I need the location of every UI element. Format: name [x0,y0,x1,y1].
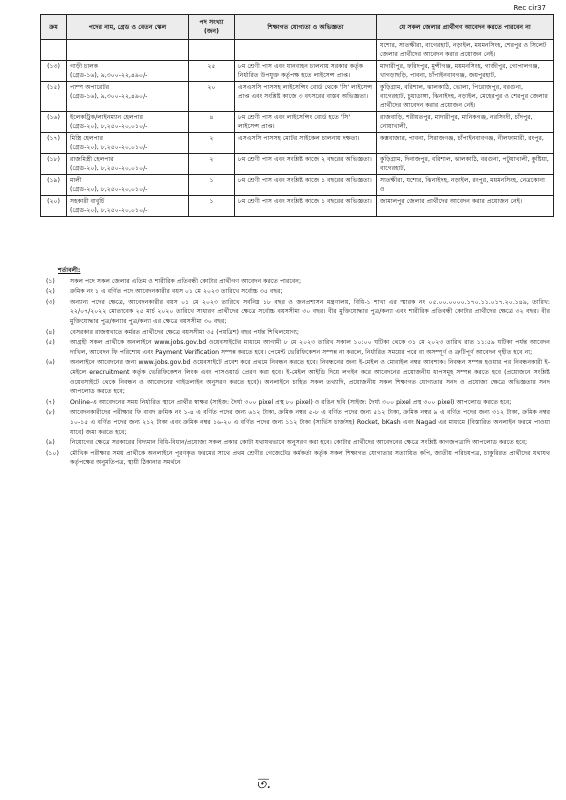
qualification-cell: এসএসসি পাসসহ মোটর সাইকেল চালনায় দক্ষতা। [235,133,377,154]
condition-text: Online-এ আবেদনের সময় নির্ধারিত স্থানে প্রার্থীর স্বাক্ষর (সাইজ: দৈর্ঘ্য ৩০০ pixel প্রস্থ ৮০ pixel) ও রঙিন ছবি (সাইজ: দৈর্ঘ্য ৩০০ pixel প্রস্থ ৩০০ pixel) আপলোড করতে হবে; [70,398,512,406]
serial-cell: (১৩) [41,61,67,82]
qualification-cell: ৮ম শ্রেণী পাস এবং লাইসেন্সিং বোর্ড হতে 'সি' লাইসেন্স প্রাপ্ত। [235,112,377,133]
serial-cell: (২০) [41,196,67,217]
qualification-cell: ৮ম শ্রেণী পাস এবং সংশ্লিষ্ট কাজে ১ বছরের অভিজ্ঞতা। [235,175,377,196]
conditions-section [40,266,550,469]
table-row [41,112,554,133]
title-cell [67,82,189,112]
table-row [41,82,554,112]
col-serial-header: ক্রম [41,15,67,40]
pay-scale: (গ্রেড-১৬), ৯,৩০০-২২,৪৯০/- [70,72,148,79]
qualification-cell: ৮ম শ্রেণী পাস এবং সংশ্লিষ্ট কাজে ১ বছরের অভিজ্ঞতা। [235,196,377,217]
condition-item [40,438,550,448]
condition-number: (৪) [46,328,55,336]
district-cell: রাজবাড়ি, শরীয়তপুর, মাদারীপুর, মানিকগঞ্জ, নরসিংদী, চাঁদপুর, নোয়াখালী, [377,112,554,133]
condition-number: (১০) [46,449,59,457]
district-cell: কুড়িগ্রাম, দিনাজপুর, বরিশাল, ঝালকাঠি, বরগুনা, পটুয়াখালী, কুষ্টিয়া, বাগেরহাট, [377,154,554,175]
count-cell: ৪ [189,112,235,133]
count-cell: ১ [189,196,235,217]
count-cell: ২ [189,154,235,175]
district-cell: যশোর, সাতক্ষীরা, বাগেরহাট, নড়াইল, ময়মনসিংহ, শেরপুর ও সিলেট জেলার প্রার্থীদের আবেদন করার প্রয়োজন নেই। [377,40,554,61]
condition-item [40,298,550,327]
condition-item [40,328,550,338]
table-row [41,61,554,82]
pay-scale: (গ্রেড-২০), ৮,২৫০-২০,০১০/- [70,144,148,151]
serial-cell: (১৮) [41,154,67,175]
condition-item [40,358,550,396]
condition-text: মৌখিক পরীক্ষার সময় প্রার্থীকে অনলাইনে পূরণকৃত ফরমের সাথে প্রথম শ্রেণীর গেজেটেড কর্মকর্তা কর্তৃক সকল শিক্ষাগত যোগ্যতার সত্যায়িত কপি, জাতীয় পরিচয়পত্র, চাকুরিরত প্রার্থীদের যথাযথ কর্তৃপক্ষের অনুমতিপত্র, স্থায়ী ঠিকানার সমর্থনে [70,449,550,467]
district-cell: মাদারীপুর, ফরিদপুর, মুন্সীগঞ্জ, ময়মনসিংহ, গাজীপুর, গোপালগঞ্জ, খাগড়াছড়ি, পাবনা, চাঁপাইনবাবগঞ্জ, জয়পুরহাট, [377,61,554,82]
pay-scale: (গ্রেড-২০), ৮,২৫০-২০,০১০/- [70,207,148,214]
qualification-cell: এসএসসি পাসসহ লাইসেন্সিং বোর্ড থেকে 'সি' লাইসেন্স প্রাপ্ত এবং সংশ্লিষ্ট কাজে ৩ বৎসরের বাস্তব অভিজ্ঞতা। [235,82,377,112]
condition-text: সকল পদে সকল জেলার এতিম ও শারীরিক প্রতিবন্ধী কোটার প্রার্থীগণ আবেদন করতে পারবেন; [70,277,302,285]
title-cell [67,61,189,82]
serial-cell: (১৯) [41,175,67,196]
pay-scale: (গ্রেড-২০), ৮,২৫০-২০,০১০/- [70,186,148,193]
job-table [40,14,554,217]
post-title: মালী [70,177,82,184]
district-cell: কক্সবাজার, পাবনা, সিরাজগঞ্জ, চাঁপাইনবাবগঞ্জ, নীলফামারী, রংপুর, [377,133,554,154]
serial-cell: (১৭) [41,133,67,154]
post-title: গাড়ী চালক [70,63,99,70]
condition-number: (৯) [46,439,55,447]
pay-scale: (গ্রেড-২০), ৮,২৫০-২০,০১০/- [70,123,148,130]
count-cell: ২ [189,133,235,154]
col-count-header: পদ সংখ্যা (জন) [189,15,235,40]
signature-mark: ত. [256,776,271,792]
condition-item [40,408,550,437]
qualification-cell: ৮ম শ্রেণী পাস এবং সংশ্লিষ্ট কাজে ২ বছরের অভিজ্ঞতা। [235,154,377,175]
post-title: সহকারী বাবুর্চি [70,198,105,205]
table-row-continued [41,40,554,61]
post-title: মিস্ত্রি হেলপার [70,135,103,142]
condition-item [40,287,550,297]
title-cell [67,112,189,133]
serial-cell: (১৫) [41,82,67,112]
district-cell: কুড়িগ্রাম, বরিশাল, ঝালকাঠি, ভোলা, পিরোজপুর, বরগুনা, বাগেরহাট, চুয়াডাঙ্গা, ঝিনাইদহ, নড়াইল, মেহেরপুর ও শেরপুর জেলার প্রার্থীদের আবেদন করার প্রয়োজন নেই। [377,82,554,112]
count-cell: ২৫ [189,61,235,82]
condition-text: আবেদনকারীদের পরীক্ষার ফি বাবদ ক্রমিক নং ১-৪ এ বর্ণিত পদের জন্য ৬১২ টাকা, ক্রমিক নম্বর ৫-৮ এ বর্ণিত পদের জন্য ৫১২ টাকা, ক্রমিক নম্বর ৯ এ বর্ণিত পদের জন্য ৩১২ টাকা, ক্রমিক নম্বর ১০-১৫ এ বর্ণিত পদের জন্য ২১২ টাকা এবং ক্রমিক নম্বর ১৬-২০ এ বর্ণিত পদের জন্য ১১২ টাকা (সার্ভিস চার্জসহ) Rocket, bKash এবং Nagad এর মাধ্যমে (বিস্তারিত অনলাইন ফরমে পাওয়া যাবে) জমা করতে হবে; [70,409,550,436]
condition-number: (৭) [46,398,55,406]
count-cell: ১ [189,175,235,196]
table-row [41,196,554,217]
table-row [41,154,554,175]
condition-item [40,277,550,287]
condition-number: (৬) [46,359,55,367]
pay-scale: (গ্রেড-১৬), ৯,৩০০-২২,৪৯০/- [70,93,148,100]
district-cell: সাতক্ষীরা, যশোর, ঝিনাইদহ, নড়াইল, রংপুর, ময়মনসিংহ, নেত্রকোনা ও [377,175,554,196]
post-title: পাম্প অপারেটর [70,84,110,91]
condition-number: (৮) [46,409,55,417]
table-header-row [41,15,554,40]
post-title: ইলেকট্রিক/লাইনম্যান হেলপার [70,114,143,121]
title-cell [67,133,189,154]
condition-number: (৫) [46,339,55,347]
col-dist-header: যে সকল জেলার প্রার্থীগণ আবেদন করতে পারবেন না [377,15,554,40]
table-row [41,175,554,196]
condition-text: অনলাইনে আবেদনের জন্য www.jobs.gov.bd ওয়েবসাইটে প্রবেশ করে প্রথমে নিবন্ধন করতে হবে। নিবন্ধনের জন্য ই-মেইল ও মোবাইল নম্বর আবশ্যক। নিবন্ধন সম্পন্ন হওয়ার পর নিবন্ধনকারী ই-মেইলে erecruitment কর্তৃক ভেরিফিকেশন লিংক এবং পাসওয়ার্ড প্রেরণ করা হবে। ই-মেইল আইডি দিয়ে লগইন করে আবেদনের প্রয়োজনীয় ধাপসমূহ সম্পন্ন করতে হবে (প্রয়োজনে সংশ্লিষ্ট ওয়েবসাইটে থেকে নিবন্ধন ও আবেদনের গাইডলাইন অনুসরণ করতে হবে)। অনলাইনে চাহিত সকল তথ্যাদি, প্রয়োজনীয় সকল শিক্ষাগত যোগ্যতার সনদ ও প্রযোজ্য ক্ষেত্রে অভিজ্ঞতার সনদ আপলোড করতে হবে; [70,359,550,396]
title-cell [67,175,189,196]
condition-number: (২) [46,288,55,296]
qualification-cell: ৮ম শ্রেণী পাস এবং যানবাহন চালনায় সরকার কর্তৃক নির্ধারিত উপযুক্ত কর্তৃপক্ষ হতে লাইসেন্স প্রাপ্ত। [235,61,377,82]
district-cell: জামালপুর জেলার প্রার্থীদের আবেদন করার প্রয়োজন নেই। [377,196,554,217]
post-title: রাজমিস্ত্রী হেলপার [70,156,114,163]
condition-item [40,398,550,408]
title-cell [67,196,189,217]
col-title-header: পদের নাম, গ্রেড ও বেতন স্কেল [67,15,189,40]
condition-text: ক্রমিক নং ১ এ বর্ণিত পদে আবেদনকারীর বয়স ০১ মে ২০২৩ তারিখে সর্বোচ্চ ৩৫ বছর; [70,288,283,296]
title-cell [67,154,189,175]
condition-item [40,338,550,357]
reference-code: Rec cir37 [513,4,546,12]
table-row [41,133,554,154]
count-cell: ২০ [189,82,235,112]
conditions-heading: শর্তাবলী: [58,267,81,274]
col-qual-header: শিক্ষাগত যোগ্যতা ও অভিজ্ঞতা [235,15,377,40]
pay-scale: (গ্রেড-২০), ৮,২৫০-২০,০১০/- [70,165,148,172]
condition-number: (১) [46,277,55,285]
condition-number: (৩) [46,298,55,306]
condition-text: অন্যান্য পদের ক্ষেত্রে, আবেদনকারীর বয়স ০১ মে ২০২৩ তারিখে সর্বনিম্ন ১৮ বছর ও জনপ্রশাসন মন্ত্রণালয়, বিধি-১ শাখা এর স্মারক নং ০৫.০০.০০০০.১৭০.১১.০১৭.২০.১৪৯, তারিখ: ২২/০৭/২০২২ মোতাবেক ২৫ মার্চ ২০২০ তারিখে সাধারণ প্রার্থীদের ক্ষেত্রে সর্বোচ্চ বয়সসীমা ৩০ বছর। বীর মুক্তিযোদ্ধার পুত্র/কন্যা এবং শারীরিক প্রতিবন্ধী কোটার প্রার্থীদের ক্ষেত্রে ৩২ বছর। বীর মুক্তিযোদ্ধার পুত্র/কন্যার পুত্র/কন্যা এর ক্ষেত্রে বয়সসীমা ৩০ বছর; [70,298,550,325]
condition-text: আগ্রহী সকল প্রার্থীকে অনলাইনে www.jobs.gov.bd ওয়েবসাইটের মাধ্যমে আগামী ৮ মে ২০২৩ তারিখ সকাল ১০:০০ ঘটিকা থেকে ৩১ মে ২০২৩ তারিখ রাত ১১:৫৯ ঘটিকা পর্যন্ত আবেদন দাখিল, আবেদন ফি পরিশোধ এবং Payment Verification সম্পন্ন করতে হবে। পেমেন্ট ভেরিফিকেশন সম্পন্ন না করলে, নির্ধারিত সময়ের পরে বা অসম্পূর্ণ ও ত্রুটিপূর্ণ আবেদন গৃহীত হবে না; [70,339,550,356]
serial-cell: (১৬) [41,112,67,133]
condition-item [40,449,550,468]
condition-text: বেসরকার রাজস্বখাতে কর্মরত প্রার্থীদের ক্ষেত্রে বয়সসীমা ৩৫ (পয়ত্রিশ) বছর পর্যন্ত শিথিলযোগ্য; [70,328,299,336]
condition-text: নিয়োগের ক্ষেত্রে সরকারের বিদ্যমান বিধি-বিধান/প্রযোজ্য সকল প্রকার কোটা যথাযথভাবে অনুসরণ করা হবে। কোটার প্রার্থীদের আবেদনের ক্ষেত্রে সংশ্লিষ্ট কাগজপত্রাদি আপলোড করতে হবে; [70,439,528,447]
